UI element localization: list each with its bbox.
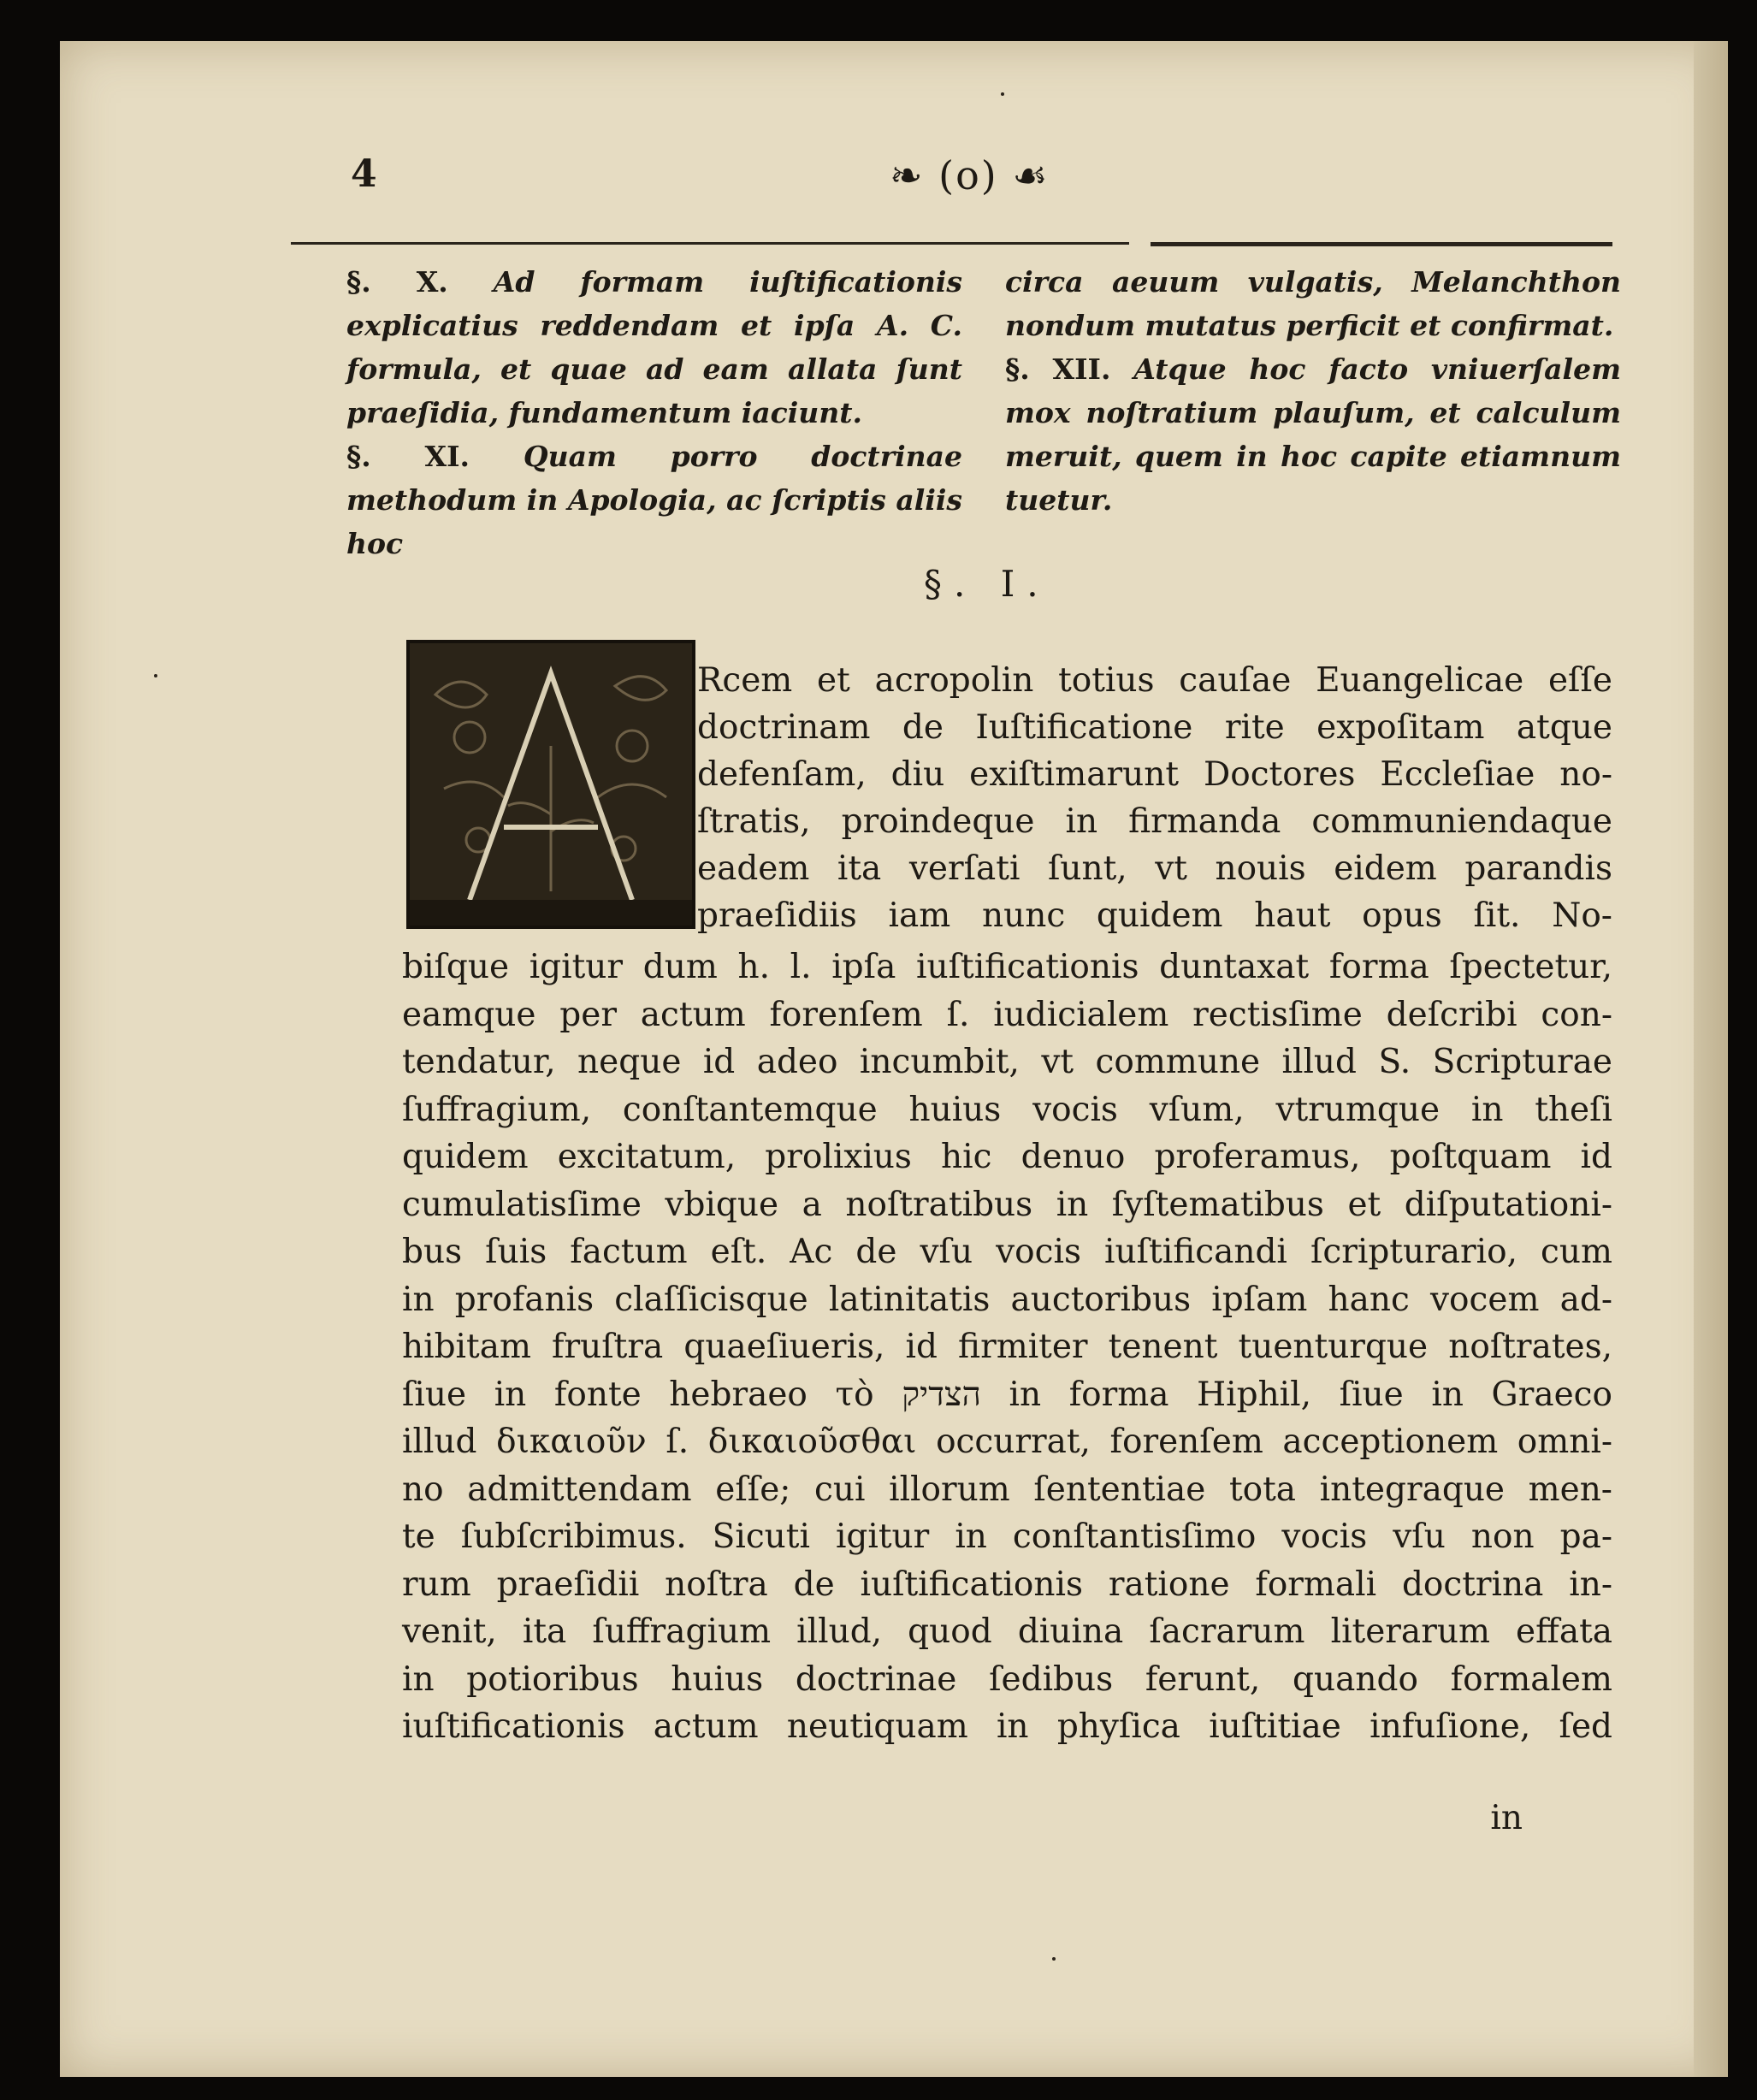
header-rule-right bbox=[1151, 242, 1612, 246]
text-line: venit, ita ſuffragium illud, quod diuina ſacrarum literarum effata bbox=[402, 1612, 1612, 1651]
text-line: doctrinam de Iuſtificatione rite expoſitam atque bbox=[697, 708, 1612, 747]
summary-note-x-text: Ad formam iuſtificationis explicatius reddendam et ipſa A. C. formula, et quae ad eam allata ſunt praeſidia, fundamentum iaciunt. bbox=[346, 265, 962, 429]
text-line: tendatur, neque id adeo incumbit, vt commune illud S. Scripturae bbox=[402, 1043, 1612, 1081]
text-line: defenſam, diu exiſtimarunt Doctores Eccleſiae no- bbox=[697, 755, 1612, 794]
running-head: ❧ (o) ☙ bbox=[890, 152, 1050, 198]
opening-paragraph-indented bbox=[697, 657, 1612, 939]
header-rule-left bbox=[291, 242, 1129, 245]
text-line: ſuffragium, conſtantemque huius vocis vſum, vtrumque in theſi bbox=[402, 1090, 1612, 1129]
page-edge bbox=[1694, 41, 1728, 2077]
text-line: biſque igitur dum h. l. ipſa iuſtificationis duntaxat forma ſpectetur, bbox=[402, 948, 1612, 986]
page-header bbox=[351, 152, 1625, 204]
page-number: 4 bbox=[351, 152, 377, 196]
text-line: no admittendam eſſe; cui illorum ſententiae tota integraque men- bbox=[402, 1470, 1612, 1509]
summary-note-xii bbox=[1005, 347, 1621, 522]
text-line: illud δικαιοῦν ſ. δικαιοῦσθαι occurrat, forenſem acceptionem omni- bbox=[402, 1423, 1612, 1461]
text-line: rum praeſidii noſtra de iuſtificationis ratione formali doctrina in- bbox=[402, 1565, 1612, 1604]
summary-column-right bbox=[1005, 260, 1621, 522]
ink-speck bbox=[1052, 1957, 1056, 1961]
text-line: quidem excitatum, prolixius hic denuo proferamus, poſtquam id bbox=[402, 1138, 1612, 1176]
text-line: praeſidiis iam nunc quidem haut opus ſit. No- bbox=[697, 896, 1612, 935]
text-line: eamque per actum forenſem ſ. iudicialem rectisſime deſcribi con- bbox=[402, 995, 1612, 1034]
body-text bbox=[402, 944, 1612, 1751]
woodcut-initial-image bbox=[410, 643, 692, 926]
text-line: in profanis claſſicisque latinitatis auctoribus ipſam hanc vocem ad- bbox=[402, 1280, 1612, 1319]
decorated-initial bbox=[406, 640, 695, 929]
text-line: bus ſuis factum eſt. Ac de vſu vocis iuſtificandi ſcripturario, cum bbox=[402, 1233, 1612, 1271]
summary-note-xi-number: §. XI. bbox=[346, 440, 470, 473]
text-line: iuſtificationis actum neutiquam in phyſica iuſtitiae infuſione, ſed bbox=[402, 1707, 1612, 1746]
text-line: te ſubſcribimus. Sicuti igitur in conſtantisſimo vocis vſu non pa- bbox=[402, 1517, 1612, 1556]
text-line: in potioribus huius doctrinae ſedibus ferunt, quando formalem bbox=[402, 1659, 1612, 1699]
ink-speck bbox=[1001, 92, 1004, 96]
text-line: Rcem et acropolin totius cauſae Euangelicae eſſe bbox=[697, 661, 1612, 700]
summary-note-xi-continued: circa aeuum vulgatis, Melanchthon nondum mutatus perficit et confirmat. bbox=[1005, 265, 1621, 342]
section-heading: §. I. bbox=[924, 563, 1050, 605]
text-line: ſtratis, proindeque in firmanda communiendaque bbox=[697, 802, 1612, 841]
summary-column-left bbox=[346, 260, 962, 565]
ink-speck bbox=[154, 674, 157, 677]
text-line: ſiue in fonte hebraeo τὸ הצדיק in forma Hiphil, ſiue in Graeco bbox=[402, 1375, 1612, 1414]
summary-note-xi bbox=[346, 435, 962, 565]
text-line: cumulatisſime vbique a noſtratibus in ſyſtematibus et diſputationi- bbox=[402, 1185, 1612, 1224]
book-page bbox=[60, 41, 1728, 2077]
summary-note-xi-text: Quam porro doctrinae methodum in Apologia, ac ſcriptis aliis hoc bbox=[346, 440, 962, 560]
text-line: eadem ita verſati ſunt, vt nouis eidem parandis bbox=[697, 849, 1612, 888]
text-line: hibitam fruſtra quaeſiueris, id firmiter tenent tuenturque noſtrates, bbox=[402, 1328, 1612, 1366]
catchword: in bbox=[1490, 1799, 1523, 1837]
summary-note-xii-number: §. XII. bbox=[1005, 352, 1111, 386]
summary-note-xii-text: Atque hoc facto vniuerſalem mox noſtratium plauſum, et calculum meruit, quem in hoc capite etiamnum tuetur. bbox=[1005, 352, 1621, 517]
summary-note-x-number: §. X. bbox=[346, 265, 448, 299]
summary-note-x bbox=[346, 260, 962, 435]
